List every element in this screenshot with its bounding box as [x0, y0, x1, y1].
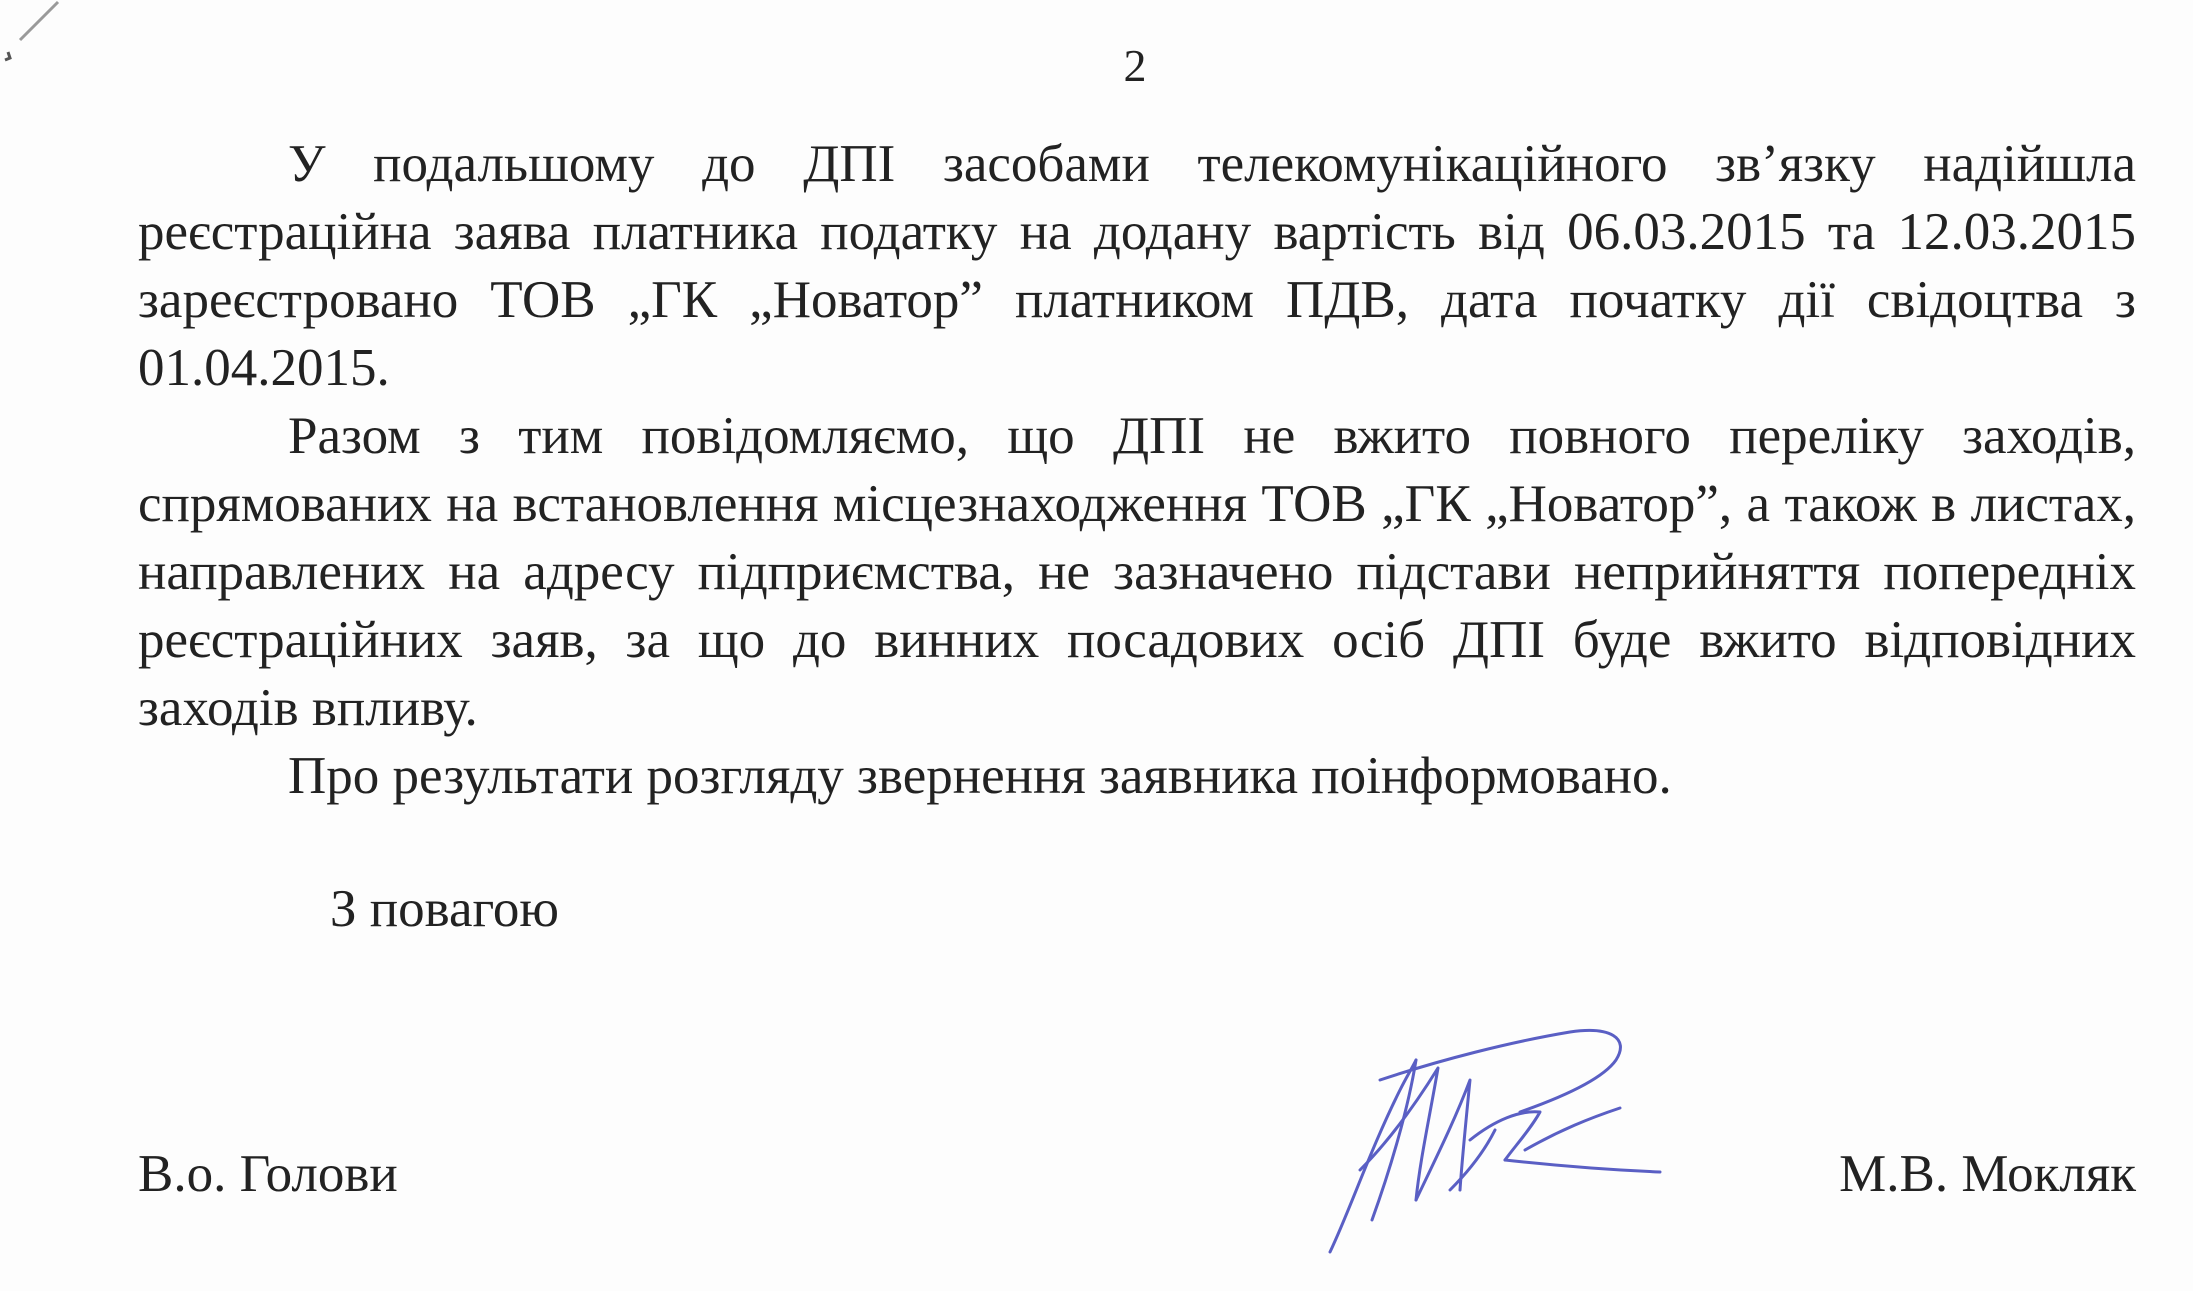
- paragraph-result: Про результати розгляду звернення заявника поінформовано.: [288, 747, 1672, 805]
- closing-salutation: З повагою: [330, 880, 560, 938]
- paragraph-measures: Разом з тим повідомляємо, що ДПІ не вжито повного переліку заходів, спрямованих на встановлення місцезнаходження ТОВ „ГК „Новатор”, а також в листах, направлених на адресу підприємства, не зазначено підстави неприйняття попередніх реєстраційних заяв, за що до винних посадових осіб ДПІ буде вжито відповідних заходів впливу.: [138, 407, 2136, 737]
- letter-body: [138, 130, 2136, 810]
- paragraph-registration: У подальшому до ДПІ засобами телекомунікаційного зв’язку надійшла реєстраційна заява платника податку на додану вартість від 06.03.2015 та 12.03.2015 зареєстровано ТОВ „ГК „Новатор” платником ПДВ, дата початку дії свідоцтва з 01.04.2015.: [138, 135, 2136, 397]
- handwritten-signature: [1320, 1020, 1680, 1260]
- signer-name: М.В. Мокляк: [1839, 1145, 2136, 1203]
- page-number: 2: [1123, 40, 1147, 91]
- signer-role: В.о. Голови: [138, 1145, 398, 1203]
